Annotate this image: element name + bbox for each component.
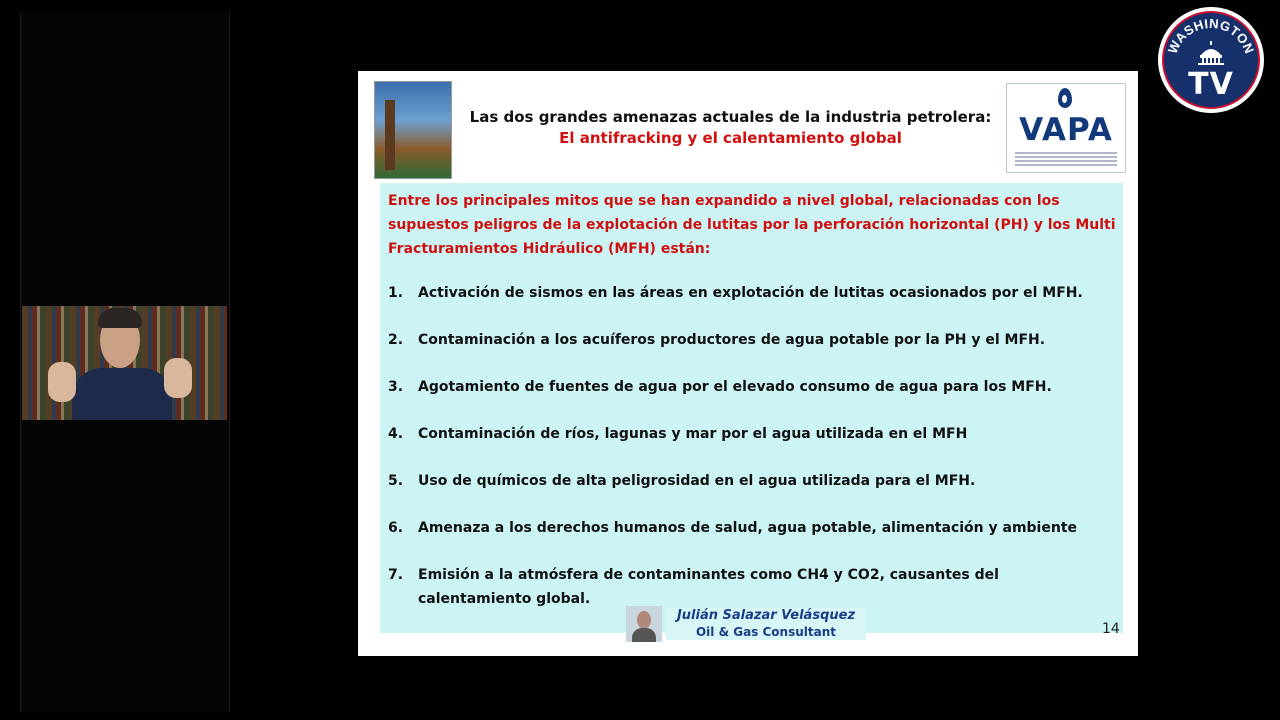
slide-title	[458, 107, 1003, 149]
speaker-webcam-video[interactable]	[22, 306, 227, 420]
slide-title-line1: Las dos grandes amenazas actuales de la industria petrolera:	[469, 108, 992, 126]
list-item-number: 1.	[388, 285, 404, 301]
list-item	[388, 516, 1116, 540]
list-item	[388, 328, 1116, 352]
vapa-logo	[1006, 83, 1126, 173]
capitol-dome-icon	[1194, 41, 1228, 65]
author-photo-head	[637, 611, 651, 629]
author-role: Oil & Gas Consultant	[695, 625, 837, 639]
list-item-number: 3.	[388, 379, 404, 395]
author-name: Julián Salazar Velásquez	[676, 608, 856, 623]
list-item-text: Contaminación de ríos, lagunas y mar por el agua utilizada en el MFH	[418, 426, 968, 442]
speaker-right-hand	[164, 358, 192, 398]
list-item-text: Agotamiento de fuentes de agua por el elevado consumo de agua para los MFH.	[418, 379, 1052, 395]
list-item	[388, 469, 1116, 493]
list-item-number: 7.	[388, 567, 404, 583]
list-item	[388, 422, 1116, 446]
washington-tv-logo	[1158, 7, 1264, 113]
book-cover-image	[374, 81, 452, 179]
presentation-slide	[358, 71, 1138, 656]
list-item-number: 5.	[388, 473, 404, 489]
list-item	[388, 375, 1116, 399]
author-photo-body	[632, 628, 656, 642]
slide-page-number: 14	[1102, 621, 1120, 637]
list-item-number: 2.	[388, 332, 404, 348]
list-item-number: 4.	[388, 426, 404, 442]
list-item	[388, 563, 1116, 611]
vapa-logo-tagline	[1015, 152, 1117, 166]
myths-list	[388, 281, 1116, 611]
list-item-number: 6.	[388, 520, 404, 536]
list-item	[388, 281, 1116, 305]
slide-intro-text: Entre los principales mitos que se han expandido a nivel global, relacionadas con los supuestos peligros de la explotación de lutitas por la perforación horizontal (PH) y los Multi Fracturamientos Hidráulico (MFH) están:	[388, 193, 1116, 257]
list-item-text: Emisión a la atmósfera de contaminantes como CH4 y CO2, causantes del calentamiento global.	[418, 567, 999, 607]
list-item-text: Amenaza a los derechos humanos de salud, agua potable, alimentación y ambiente	[418, 520, 1078, 536]
vapa-logo-text: VAPA	[1019, 112, 1113, 148]
author-credits	[666, 608, 866, 640]
speaker-hair	[98, 308, 142, 328]
logo-tv-text: TV	[1188, 67, 1234, 102]
water-drop-icon	[1058, 88, 1072, 108]
list-item-text: Activación de sismos en las áreas en explotación de lutitas ocasionados por el MFH.	[418, 285, 1083, 301]
author-photo	[626, 606, 662, 642]
slide-title-line2: El antifracking y el calentamiento global	[559, 129, 902, 147]
author-footer	[626, 606, 866, 642]
speaker-body	[72, 368, 172, 420]
logo-top-text: WASHINGTON	[1164, 15, 1258, 56]
slide-content-box	[380, 183, 1123, 633]
list-item-text: Contaminación a los acuíferos productores de agua potable por la PH y el MFH.	[418, 332, 1046, 348]
list-item-text: Uso de químicos de alta peligrosidad en el agua utilizada para el MFH.	[418, 473, 976, 489]
speaker-left-hand	[48, 362, 76, 402]
oil-derrick-image	[385, 100, 395, 170]
